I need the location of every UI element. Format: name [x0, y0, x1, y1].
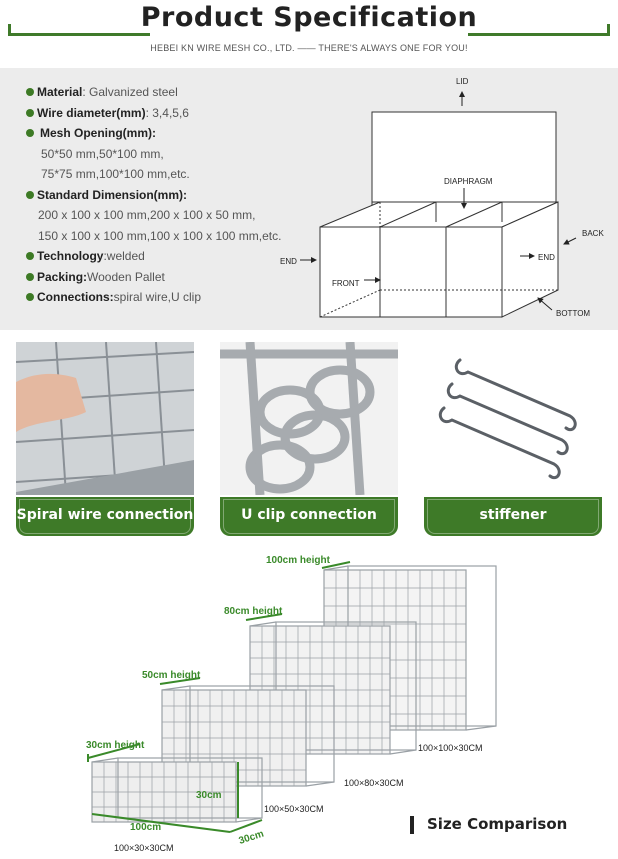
- bullet-icon: [26, 88, 34, 96]
- spec-material-key: Material: [37, 85, 83, 99]
- label-back: BACK: [582, 229, 604, 238]
- label-100cm-height: 100cm height: [266, 555, 330, 566]
- spec-mesh-opening: [26, 123, 281, 144]
- label-lid: LID: [456, 77, 469, 86]
- label-30cm-height: 30cm height: [86, 740, 145, 751]
- spec-wire-diameter: [26, 103, 281, 124]
- spec-dim-line-2: 150 x 100 x 100 mm,100 x 100 x 100 mm,etc.: [38, 228, 282, 243]
- spec-standard-dimension: [26, 185, 281, 206]
- front-panel: [320, 227, 502, 317]
- card-spiral-wire-label: Spiral wire connection: [16, 497, 194, 536]
- label-dim-width: 100cm: [130, 822, 162, 833]
- spec-dim-line-1: 200 x 100 x 100 mm,200 x 100 x 50 mm,: [38, 208, 256, 222]
- label-size-100x30x30: 100×30×30CM: [114, 843, 174, 853]
- label-end-right: END: [538, 253, 555, 262]
- label-bottom: BOTTOM: [556, 309, 591, 318]
- card-stiffener-label: stiffener: [424, 497, 602, 536]
- card-spiral-wire: [16, 342, 194, 538]
- header-rule-right-tick: [607, 24, 610, 36]
- spec-pack-value: Wooden Pallet: [87, 269, 165, 284]
- bullet-icon: [26, 191, 34, 199]
- size-comparison-bar: [410, 816, 414, 834]
- label-front: FRONT: [332, 279, 360, 288]
- spec-tech-value: :welded: [103, 249, 145, 263]
- page-title: Product Specification: [140, 2, 478, 33]
- gabion-100x30x30: [92, 758, 262, 822]
- bullet-icon: [26, 129, 34, 137]
- spec-conn-value: spiral wire,U clip: [113, 290, 202, 304]
- spec-list: [26, 82, 281, 308]
- label-end-left: END: [280, 257, 297, 266]
- header-rule-right: [468, 33, 610, 36]
- spec-material: [26, 82, 281, 103]
- spec-connections: [26, 287, 281, 308]
- spec-dim-key: Standard Dimension(mm):: [37, 187, 188, 202]
- spec-tech-key: Technology: [37, 249, 104, 263]
- gabion-box-diagram: [276, 72, 618, 330]
- spec-pack-key: Packing:: [37, 269, 88, 284]
- spec-conn-key: Connections:: [37, 290, 114, 304]
- spec-material-value: : Galvanized steel: [82, 85, 178, 99]
- spec-wire-key: Wire diameter(mm): [37, 105, 146, 120]
- spec-mesh-line-1: 50*50 mm,50*100 mm,: [41, 146, 164, 161]
- label-dim-depth: 30cm: [237, 828, 266, 847]
- spiral-wire-photo: [16, 342, 194, 495]
- bullet-icon: [26, 293, 34, 301]
- spec-wire-value: : 3,4,5,6: [145, 105, 189, 120]
- spec-mesh-key: Mesh Opening(mm):: [40, 126, 156, 140]
- label-size-100x80x30: 100×80×30CM: [344, 778, 404, 788]
- bullet-icon: [26, 109, 34, 117]
- spec-mesh-line-2: 75*75 mm,100*100 mm,etc.: [41, 167, 190, 181]
- spec-packing: [26, 267, 281, 288]
- card-stiffener: [424, 342, 602, 538]
- bullet-icon: [26, 252, 34, 260]
- stiffener-photo: [424, 342, 602, 495]
- header-rule-left: [8, 33, 150, 36]
- card-u-clip-label: U clip connection: [220, 497, 398, 536]
- label-size-100x50x30: 100×50×30CM: [264, 804, 324, 814]
- label-size-100x100x30: 100×100×30CM: [418, 743, 483, 753]
- bullet-icon: [26, 273, 34, 281]
- spec-technology: [26, 246, 281, 267]
- u-clip-photo: [220, 342, 398, 495]
- card-u-clip: [220, 342, 398, 538]
- label-dim-height: 30cm: [196, 790, 222, 801]
- page-subtitle: HEBEI KN WIRE MESH CO., LTD. —— THERE'S ALWAYS ONE FOR YOU!: [150, 43, 468, 53]
- size-comparison-title: Size Comparison: [427, 815, 568, 833]
- size-comparison-illustration: [0, 548, 618, 859]
- label-diaphragm: DIAPHRAGM: [444, 177, 493, 186]
- label-50cm-height: 50cm height: [142, 670, 201, 681]
- label-80cm-height: 80cm height: [224, 606, 283, 617]
